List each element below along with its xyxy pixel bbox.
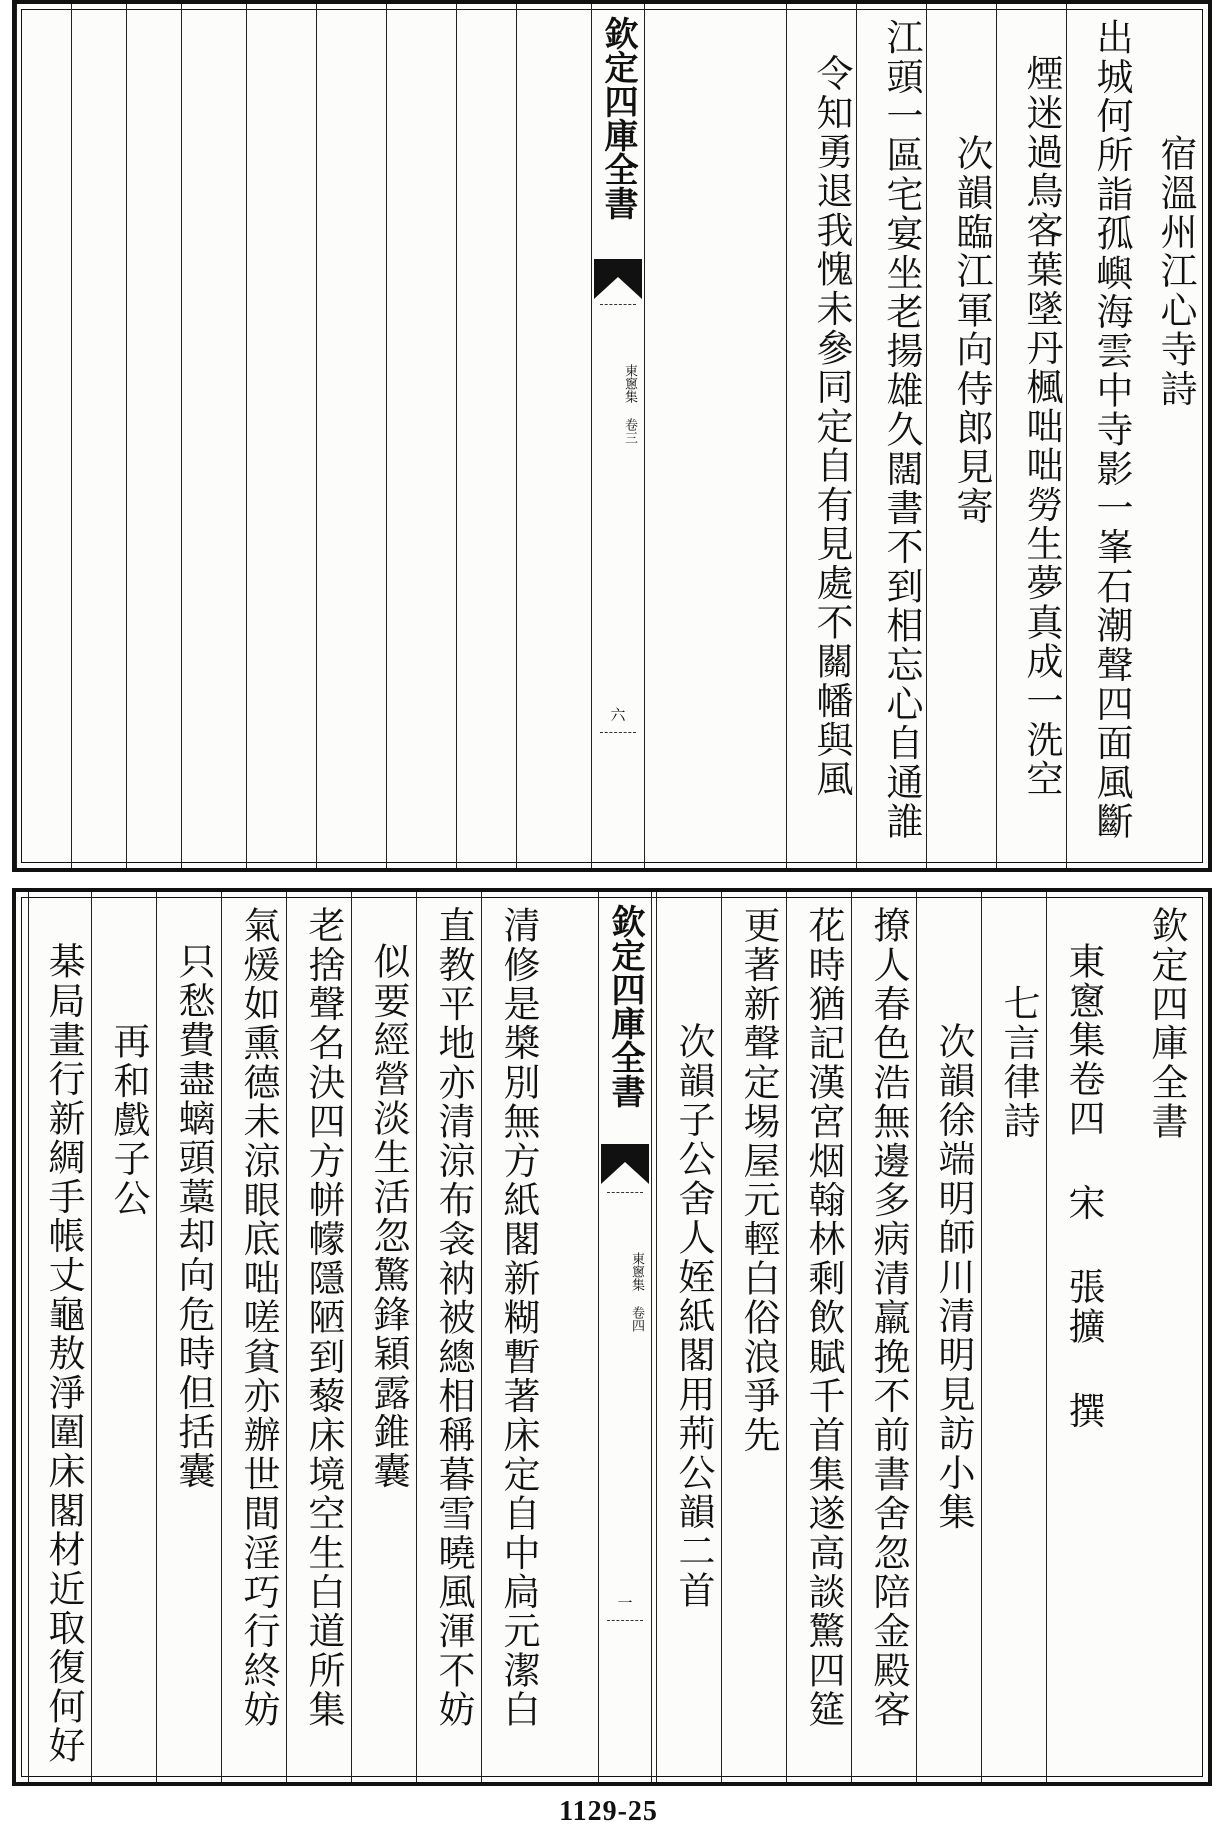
- text-column: 似要經營淡生活忽驚鋒穎露錐囊: [351, 892, 413, 1782]
- text-column: 撩人春色浩無邊多病清羸挽不前書舍忽陪金殿客: [851, 892, 913, 1782]
- text-column: 花時猶記漢宮烟翰林剩飲賦千首集遂高談驚四筵: [786, 892, 848, 1782]
- text-column: 老捨聲名決四方帡幪隱陋到藜床境空生白道所集: [286, 892, 348, 1782]
- blank-column: [456, 4, 506, 868]
- text-column: 次韻子公舍人姪紙閣用荊公韻二首: [656, 892, 718, 1782]
- spine-volume: 東窻集 卷四: [629, 1252, 644, 1332]
- bottom-page-panel: [12, 888, 1212, 1786]
- center-spine: [598, 892, 652, 1782]
- text-column: 清修是槳別無方紙閣新糊暫著床定自中扃元潔白: [481, 892, 543, 1782]
- text-column: 令知勇退我愧未參同定自有見處不關幡與風: [786, 4, 856, 868]
- text-column: 再和戲子公: [91, 892, 153, 1782]
- blank-column: [126, 4, 176, 868]
- center-spine: [591, 4, 645, 868]
- spine-title: 欽定四庫全書: [598, 16, 638, 220]
- text-column: 出城何所詣孤嶼海雲中寺影一峯石潮聲四面風斷: [1066, 4, 1136, 868]
- fishtail-mark-icon: [594, 259, 642, 299]
- collection-title-column: 欽定四庫全書: [1145, 906, 1188, 1142]
- blank-column: [516, 4, 566, 868]
- spine-page-number: 一: [617, 1594, 633, 1612]
- fishtail-mark-icon: [601, 1144, 649, 1184]
- spine-title: 欽定四庫全書: [605, 904, 645, 1108]
- page-code: 1129-25: [559, 1796, 658, 1827]
- text-column: 煙迷過鳥客葉墜丹楓咄咄勞生夢真成一洗空: [996, 4, 1066, 868]
- spine-page-number: 六: [610, 706, 626, 724]
- blank-column: [71, 4, 121, 868]
- text-column: 更著新聲定埸屋元輕白俗浪爭先: [721, 892, 783, 1782]
- volume-title-column: 東窻集卷四 宋 張擴 撰: [1046, 892, 1108, 1782]
- text-column: 次韻徐端明師川清明見訪小集: [916, 892, 978, 1782]
- text-column: 氣煖如熏德未涼眼底咄嗟貧亦辦世間淫巧行終妨: [221, 892, 283, 1782]
- section-heading-column: 七言律詩: [981, 892, 1043, 1782]
- top-page-panel: [12, 0, 1212, 872]
- text-column: 直教平地亦清涼布衾衲被總相稱暮雪曉風渾不妨: [416, 892, 478, 1782]
- blank-column: [386, 4, 436, 868]
- text-column: 只愁費盡螭頭藁却向危時但括囊: [156, 892, 218, 1782]
- blank-column: [316, 4, 366, 868]
- text-column: 棊局畫行新綢手帳丈龜敖淨圍床閣材近取復何好: [28, 892, 88, 1782]
- heading-column: 宿溫州江心寺詩: [1154, 134, 1197, 409]
- blank-column: [16, 4, 66, 868]
- spine-volume: 東窻集 卷三: [622, 364, 637, 444]
- blank-column: [181, 4, 231, 868]
- text-column: 江頭一區宅宴坐老揚雄久闊書不到相忘心自通誰: [856, 4, 926, 868]
- blank-column: [246, 4, 296, 868]
- text-column: 次韻臨江軍向侍郎見寄: [926, 4, 996, 868]
